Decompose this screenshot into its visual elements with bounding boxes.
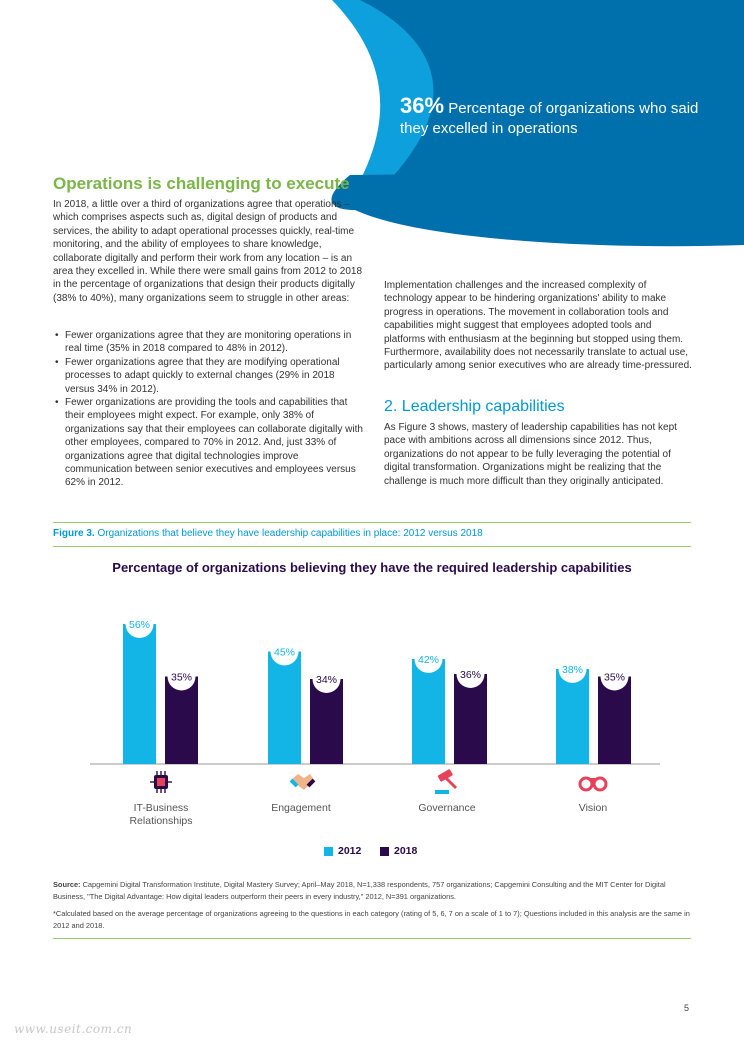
- binoculars-icon: [578, 768, 608, 796]
- legend-label: 2018: [394, 845, 418, 857]
- data-label: 38%: [561, 664, 584, 676]
- legend-swatch: [380, 847, 389, 856]
- right-paragraph: Implementation challenges and the increased complexity of technology appear to be hindering organizations' ability to make progress in operations. The movement in collaboration tools and capabilities might suggest that employees adopted tools and platforms with enthusiasm at the beginning but stopped using them. Furthermore, availability does not necessarily translate to actual use, particularly among senior executives who are already time-pressured.: [384, 280, 692, 372]
- figure-label: Figure 3.: [53, 528, 95, 539]
- legend-item-2012: [324, 845, 361, 857]
- handshake-icon: [288, 768, 316, 796]
- legend-label: 2012: [338, 845, 362, 857]
- source-note: [53, 879, 693, 902]
- right-paragraph-2: As Figure 3 shows, mastery of leadership capabilities has not kept pace with ambitions across all dimensions since 2012. Thus, organizations do not appear to be fully leveraging the potential of digital transformation. Organizations might be realizing that the challenge is much more difficult than they originally anticipated.: [384, 422, 677, 487]
- watermark: www.useit.com.cn: [14, 1022, 133, 1036]
- figure-caption-text: Organizations that believe they have leadership capabilities in place: 2012 versus 2018: [97, 528, 483, 539]
- bar-2012-2: [412, 659, 445, 764]
- page-number: 5: [684, 1003, 690, 1013]
- data-label: 35%: [603, 671, 626, 684]
- data-label: 35%: [170, 671, 193, 684]
- category-label: Governance: [418, 802, 476, 814]
- subsection-heading: 2. Leadership capabilities: [384, 398, 565, 415]
- legend-item-2018: [380, 845, 417, 857]
- data-label: 45%: [273, 646, 296, 659]
- section-paragraph: In 2018, a little over a third of organizations agree that operations – which comprises aspects such as, digital design of products and services, the ability to adapt operational processes quickly, real-time monitoring, and the ability of employees to share knowledge, collaborate digitally and perform their work from any location – is an area they excelled in. While there were small gains from 2012 to 2018 in the percentage of organizations that design their products digitally (38% to 40%), many organizations seem to struggle in other areas:: [53, 199, 363, 304]
- data-label: 34%: [315, 674, 338, 686]
- bar-2012-1: [268, 652, 301, 765]
- category-label: Vision: [578, 802, 608, 814]
- callout-stat: [400, 93, 700, 139]
- list-item: • Fewer organizations agree that they are monitoring operations in real time (35% in 2018 compared to 48% in 2012).: [53, 329, 363, 356]
- bar-2012-3: [556, 669, 589, 764]
- figure-caption: [53, 528, 483, 539]
- divider: [53, 546, 691, 547]
- gavel-icon: [432, 768, 460, 796]
- chart-title: Percentage of organizations believing they have the required leadership capabilities: [112, 560, 632, 575]
- data-label: 42%: [417, 654, 440, 666]
- category-label: Engagement: [271, 802, 331, 814]
- callout-text: Percentage of organizations who said they excelled in operations: [400, 100, 699, 137]
- bullet-list: [53, 329, 363, 490]
- data-label: 36%: [459, 669, 482, 681]
- bar-2012-0: [123, 624, 156, 764]
- section-heading: Operations is challenging to execute: [53, 174, 350, 193]
- legend-swatch: [324, 847, 333, 856]
- list-item: • Fewer organizations agree that they are modifying operational processes to adapt quickly to external changes (29% in 2018 versus 34% in 2012).: [53, 356, 363, 396]
- source-label: Source:: [53, 880, 81, 889]
- list-item: • Fewer organizations are providing the tools and capabilities that their employees might expect. For example, only 38% of organizations say that their employees can collaborate digitally with other employees, compared to 70% in 2012. And, just 33% of organizations agree that digital technologies improve communication between senior executives and employees versus 62% in 2012.: [53, 396, 363, 490]
- data-label: 56%: [128, 619, 151, 631]
- divider: [53, 522, 691, 523]
- source-text: Capgemini Digital Transformation Institute, Digital Mastery Survey; April–May 2018, N=1,338 respondents, 757 organizations; Capgemini Consulting and the MIT Center for Digital Business, "The Digital Advantage: How digital leaders outperform their peers in every industry," 2012, N=391 organizations.: [53, 880, 666, 901]
- category-label: IT-Business Relationships: [129, 802, 193, 827]
- callout-value: 36%: [400, 93, 445, 118]
- footnote: *Calculated based on the average percentage of organizations agreeing to the questions in each category (rating of 5, 6, 7 on a scale of 1 to 7); Questions included in this analysis are the same in 2012 and 2018.: [53, 909, 690, 930]
- chip-icon: [147, 768, 175, 796]
- bar-chart: [0, 590, 744, 770]
- divider: [53, 938, 691, 939]
